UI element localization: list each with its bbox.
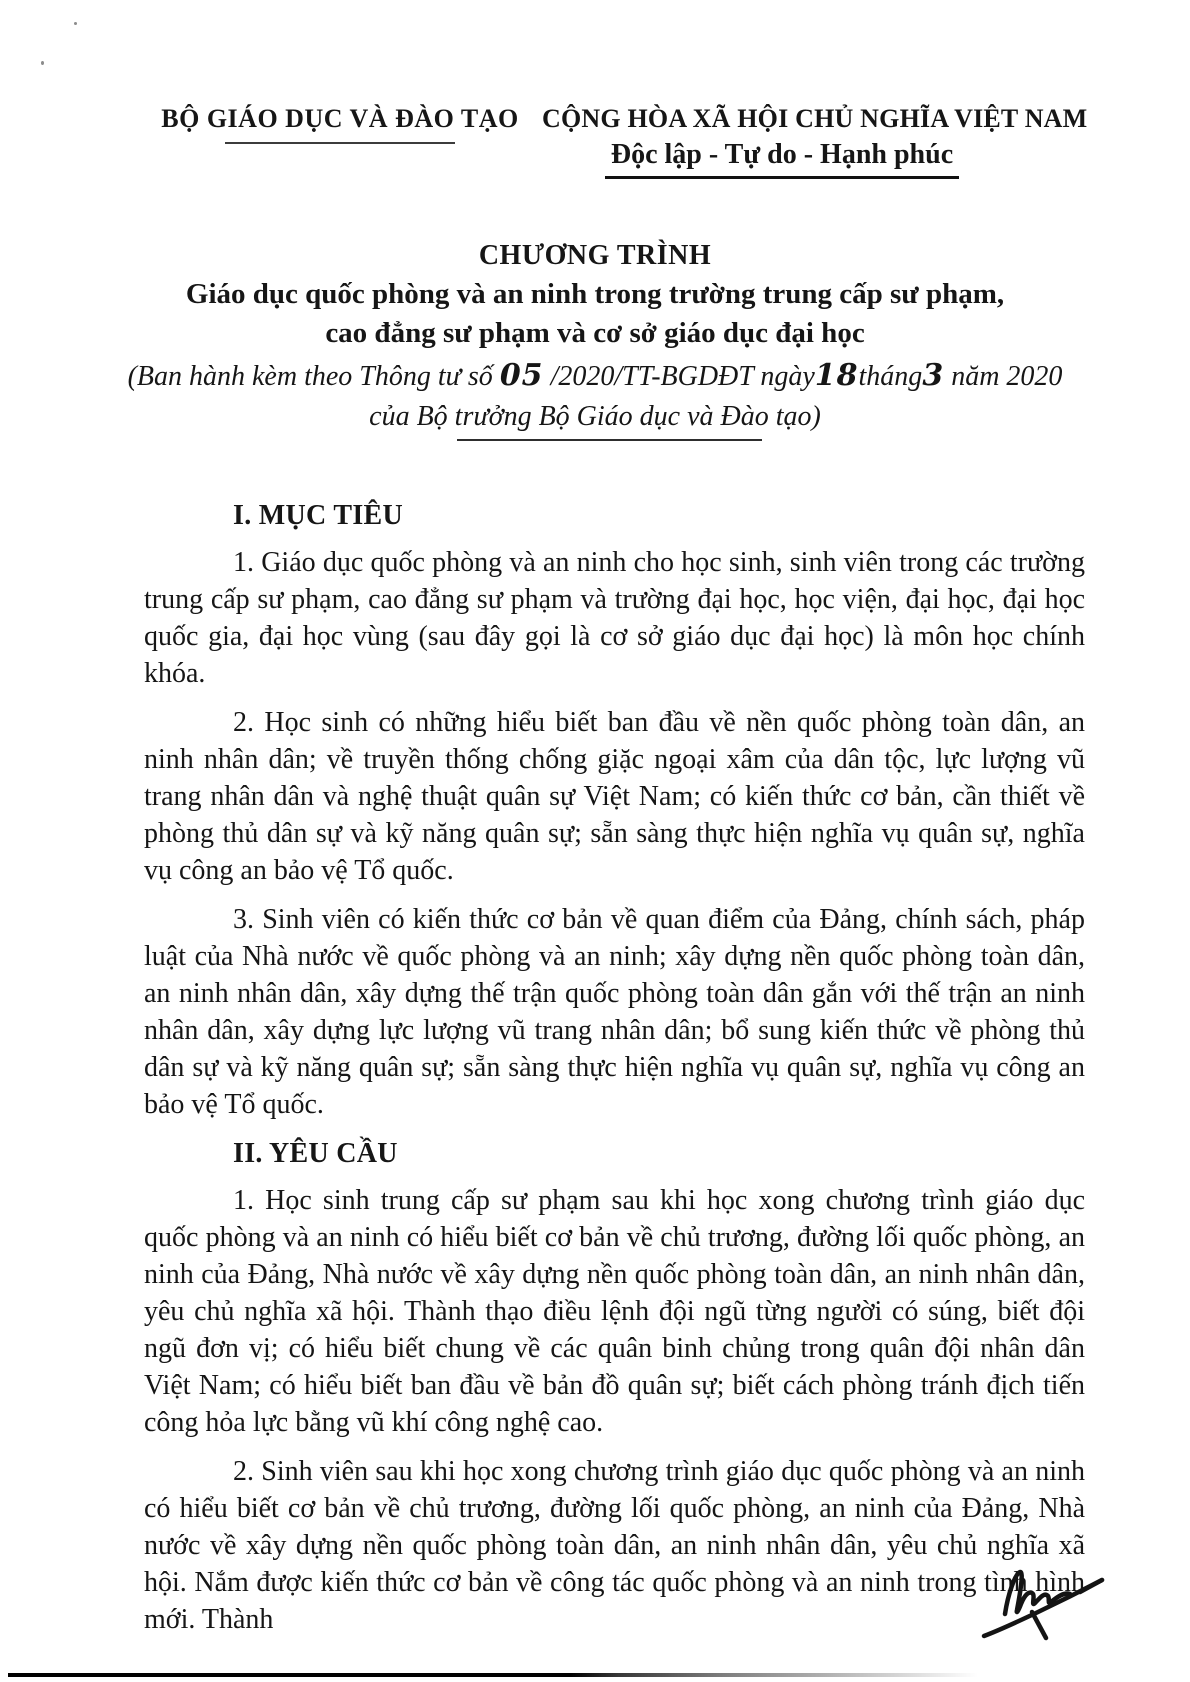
- doc-kicker: CHƯƠNG TRÌNH: [478, 240, 712, 271]
- issuance-prefix: (Ban hành kèm theo Thông tư số: [127, 361, 500, 392]
- section-heading-yeu-cau: II. YÊU CẦU: [233, 1138, 398, 1169]
- issuance-line-2: của Bộ trưởng Bộ Giáo dục và Đào tạo): [369, 401, 821, 432]
- issuance-line-1: [0, 356, 1190, 397]
- month-handwritten: 3: [922, 358, 945, 393]
- motto-line-2: Độc lập - Tự do - Hạnh phúc: [605, 136, 959, 179]
- issuer-underline: [225, 142, 455, 144]
- signature-icon: [980, 1552, 1110, 1647]
- paragraph: 2. Sinh viên sau khi học xong chương trình giáo dục quốc phòng và an ninh có hiểu biết cơ bản về chủ trương, đường lối quốc phòng, an ninh của Đảng, Nhà nước về xây dựng nền quốc phòng toàn dân, an ninh nhân dân, yêu chủ nghĩa xã hội. Nắm được kiến thức cơ bản về công tác quốc phòng và an ninh trong tình hình mới. Thành: [144, 1456, 1085, 1635]
- doc-title-line-1: Giáo dục quốc phòng và an ninh trong trường trung cấp sư phạm,: [185, 278, 1005, 310]
- title-separator: [457, 439, 762, 441]
- issuance-note: [0, 356, 1190, 437]
- motto-line-1: CỘNG HÒA XÃ HỘI CHỦ NGHĨA VIỆT NAM: [542, 104, 1088, 133]
- title-block: [0, 237, 1190, 441]
- issuer-name: BỘ GIÁO DỤC VÀ ĐÀO TẠO: [161, 104, 519, 133]
- issuance-mid-1: /2020/TT-BGDĐT ngày: [543, 361, 815, 392]
- scan-line-artifact: [8, 1673, 978, 1677]
- paragraph: 1. Học sinh trung cấp sư phạm sau khi học xong chương trình giáo dục quốc phòng và an ninh có hiểu biết cơ bản về chủ trương, đường lối quốc phòng, an ninh của Đảng, Nhà nước về xây dựng nền quốc phòng toàn dân, an ninh nhân dân, yêu chủ nghĩa xã hội. Thành thạo điều lệnh đội ngũ từng người có súng, biết đội ngũ đơn vị; có hiểu biết chung về các quân binh chủng trong quân đội nhân dân Việt Nam; có hiểu biết ban đầu về bản đồ quân sự; biết cách phòng tránh địch tiến công hỏa lực bằng vũ khí công nghệ cao.: [144, 1185, 1085, 1438]
- paragraph: 1. Giáo dục quốc phòng và an ninh cho học sinh, sinh viên trong các trường trung cấp sư phạm, cao đẳng sư phạm và trường đại học, học viện, đại học, đại học quốc gia, đại học vùng (sau đây gọi là cơ sở giáo dục đại học) là môn học chính khóa.: [144, 547, 1085, 689]
- document-body: [144, 497, 1085, 1638]
- paragraph: 2. Học sinh có những hiểu biết ban đầu về nền quốc phòng toàn dân, an ninh nhân dân; về truyền thống chống giặc ngoại xâm của dân tộc, lực lượng vũ trang nhân dân và nghệ thuật quân sự Việt Nam; có kiến thức cơ bản, cần thiết về phòng thủ dân sự và kỹ năng quân sự; sẵn sàng thực hiện nghĩa vụ quân sự, nghĩa vụ công an bảo vệ Tổ quốc.: [144, 707, 1085, 886]
- issuance-mid-2: tháng: [858, 361, 923, 392]
- national-motto-block: [542, 102, 1088, 179]
- doc-title-line-2: cao đẳng sư phạm và cơ sở giáo dục đại học: [325, 317, 865, 349]
- circular-number-handwritten: 05: [499, 358, 544, 393]
- scan-speck: [74, 22, 77, 25]
- issuer-block: [160, 102, 520, 144]
- day-handwritten: 18: [814, 358, 859, 393]
- paragraph: 3. Sinh viên có kiến thức cơ bản về quan điểm của Đảng, chính sách, pháp luật của Nhà nước về quốc phòng và an ninh; xây dựng nền quốc phòng toàn dân, an ninh nhân dân, xây dựng thế trận quốc phòng toàn dân gắn với thế trận an ninh nhân dân, xây dựng lực lượng vũ trang nhân dân; bổ sung kiến thức về phòng thủ dân sự và kỹ năng quân sự; sẵn sàng thực hiện nghĩa vụ quân sự, nghĩa vụ công an bảo vệ Tổ quốc.: [144, 904, 1085, 1120]
- document-header: [0, 102, 1190, 179]
- issuance-suffix: năm 2020: [944, 361, 1063, 392]
- section-heading-muc-tieu: I. MỤC TIÊU: [233, 500, 404, 531]
- scan-speck: [41, 61, 44, 65]
